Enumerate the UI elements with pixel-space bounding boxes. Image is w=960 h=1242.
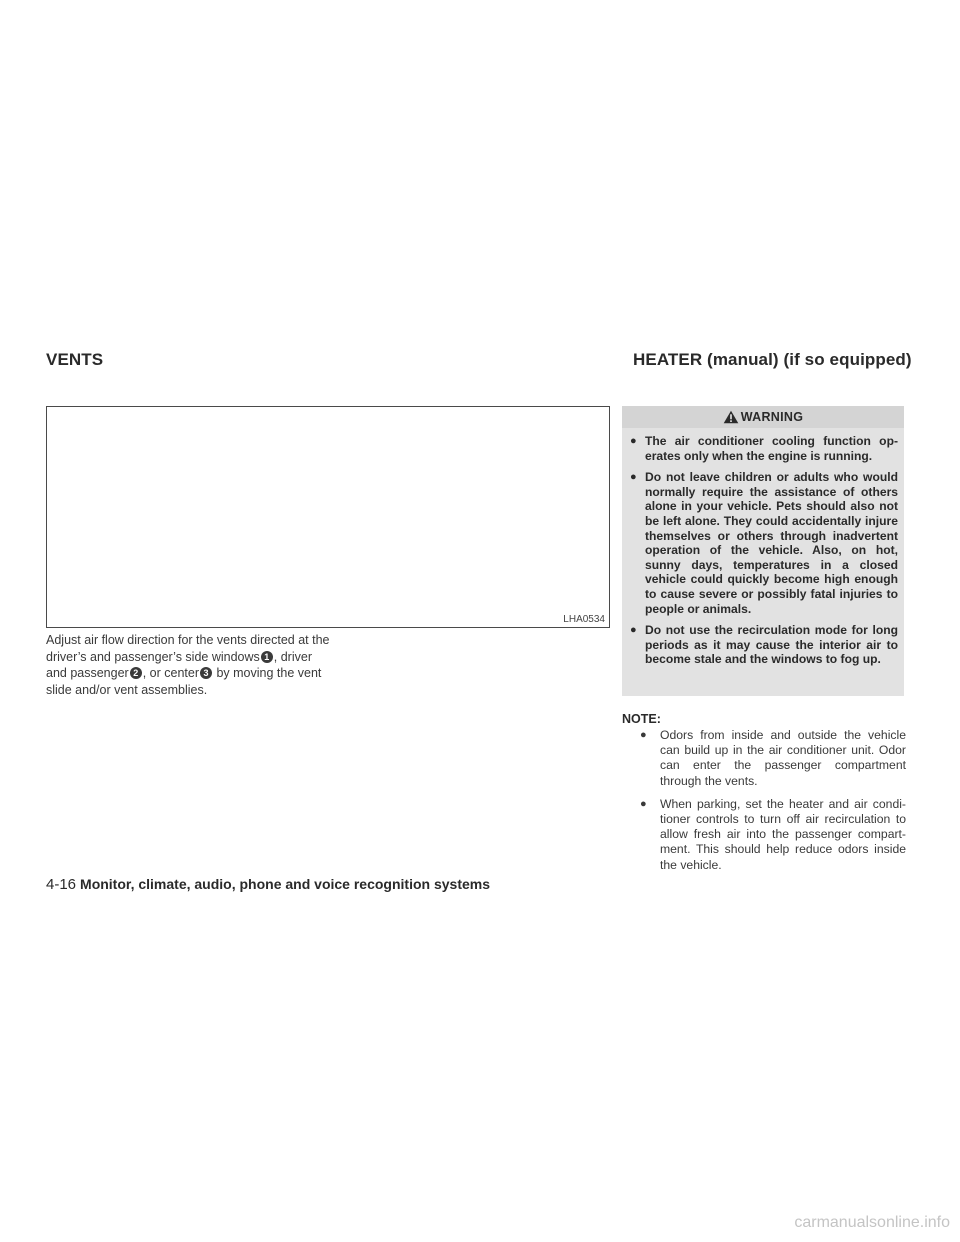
bullet-icon: ● <box>640 729 647 741</box>
vents-text-3: , or center <box>142 666 199 680</box>
warning-item <box>630 470 898 616</box>
warning-item-text: Do not use the recirculation mode for long periods as it may cause the interior air to become stale and the windows to fog up. <box>645 623 898 667</box>
bullet-icon: ● <box>640 797 647 810</box>
warning-item-text: The air conditioner cooling function op- erates only when the engine is running. <box>645 434 898 463</box>
page-footer <box>46 876 490 894</box>
note-item-text: When parking, set the heater and air condi- tioner controls to turn off air recirculation to allow fresh air into the passenger compart- ment. This should help reduce odors inside the vehicle. <box>660 796 906 872</box>
warning-triangle-icon <box>723 410 739 424</box>
note-label: NOTE: <box>622 712 661 726</box>
warning-item <box>630 434 898 463</box>
vents-text-4: by moving the vent slide and/or vent assemblies. <box>46 666 322 697</box>
chapter-title: Monitor, climate, audio, phone and voice recognition systems <box>80 876 490 892</box>
heater-heading: HEATER (manual) (if so equipped) <box>633 350 912 369</box>
figure-code: LHA0534 <box>563 614 605 625</box>
callout-3-icon: 3 <box>200 667 212 679</box>
note-item-text: Odors from inside and outside the vehicle can build up in the air conditioner unit. Odor can enter the passenger compartment through the vents. <box>660 728 906 788</box>
callout-2-icon: 2 <box>130 667 142 679</box>
vents-text-2: , driver and passenger <box>46 649 312 680</box>
vents-text-1: Adjust air flow direction for the vents directed at the driver’s and passenger’s side windows <box>46 633 330 664</box>
bullet-icon: ● <box>630 435 637 447</box>
vents-figure <box>46 406 610 628</box>
page-number: 4-16 <box>46 876 77 893</box>
warning-item-text: Do not leave children or adults who would normally require the assistance of others alone in your vehicle. Pets should also not be left alone. They could accidentally injure themselves or others through inadvertent operation of the vehicle. Also, on hot, sunny days, temperatures in a closed vehicle could quickly become high enough to cause severe or possibly fatal injuries to people or animals. <box>645 470 898 616</box>
note-list <box>640 728 906 881</box>
warning-title: WARNING <box>740 410 804 424</box>
warning-item <box>630 623 898 667</box>
note-item <box>640 797 906 873</box>
warning-box <box>622 406 904 696</box>
note-item <box>640 728 906 789</box>
callout-1-icon: 1 <box>261 651 273 663</box>
vents-paragraph <box>46 632 336 698</box>
bullet-icon: ● <box>630 471 637 484</box>
vents-heading: VENTS <box>46 350 104 369</box>
warning-header <box>622 406 904 428</box>
watermark: carmanualsonline.info <box>794 1214 950 1231</box>
bullet-icon: ● <box>630 624 637 637</box>
warning-list <box>622 428 904 667</box>
